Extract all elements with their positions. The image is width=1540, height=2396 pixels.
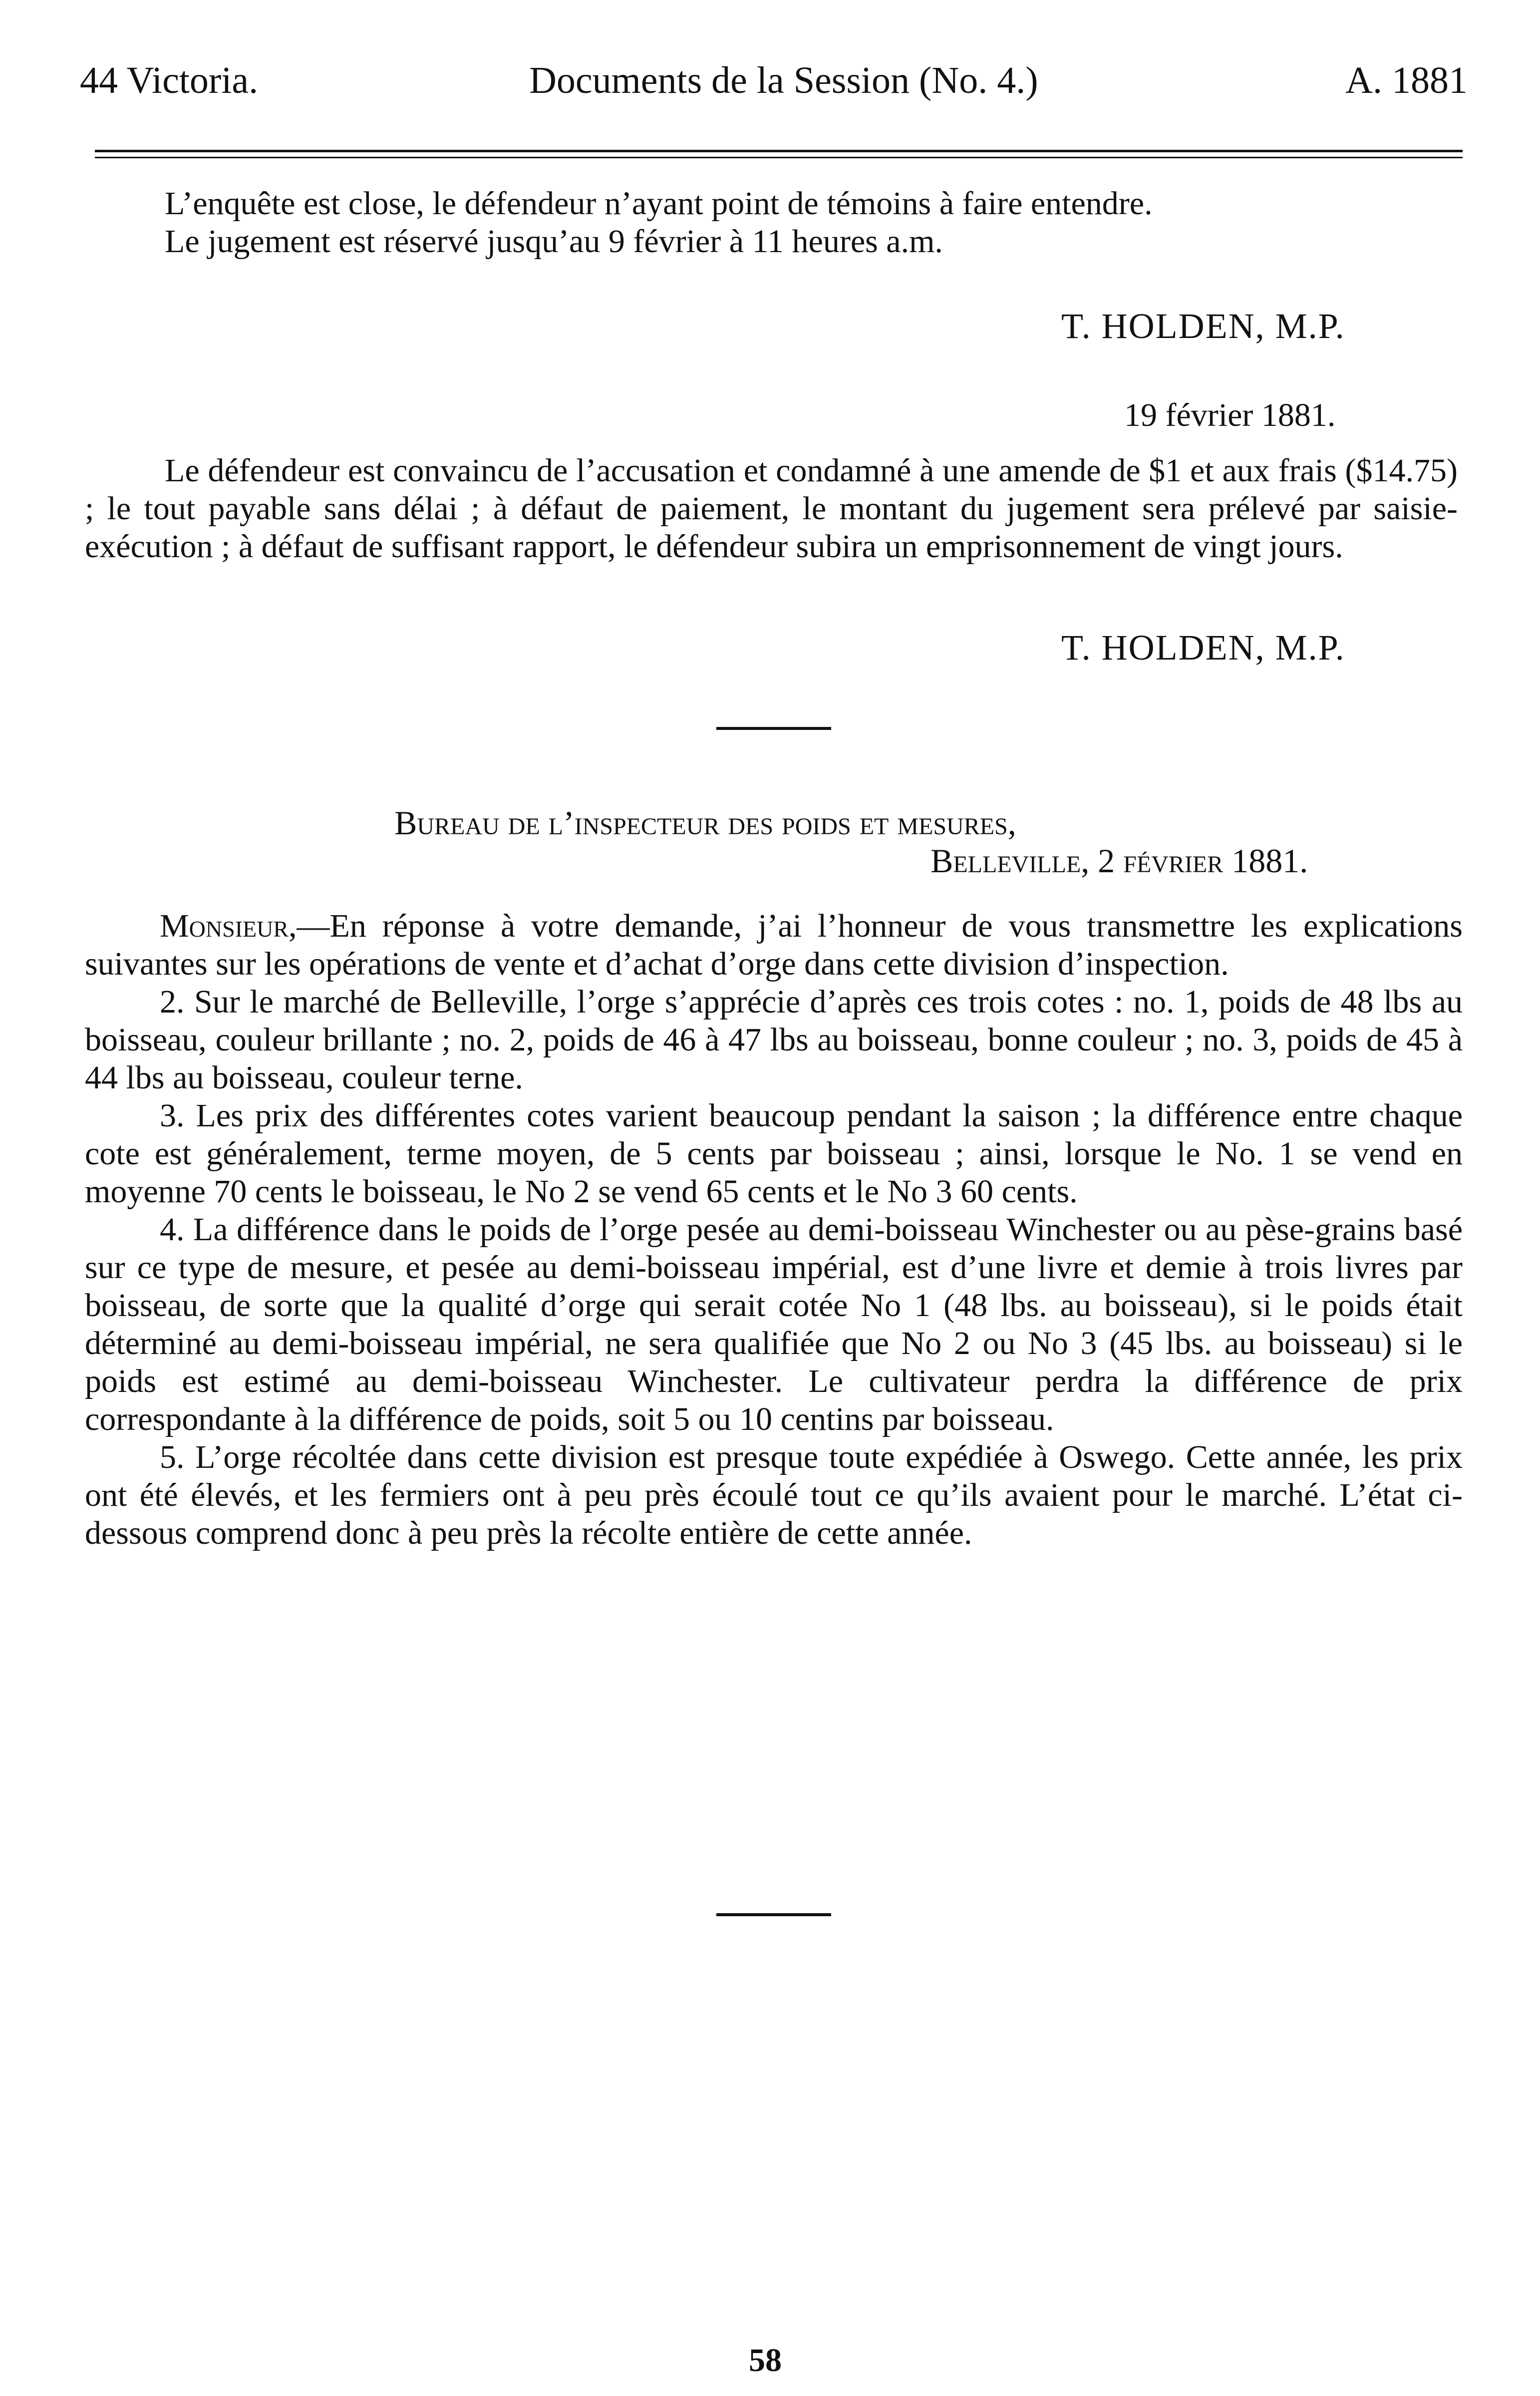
letter-paragraph-1: [85, 907, 1463, 983]
letter-place-date: Belleville, 2 février 1881.: [930, 842, 1308, 880]
page-number: 58: [749, 2342, 782, 2379]
section-separator: [716, 727, 831, 730]
header-session-year: 44 Victoria.: [80, 59, 259, 101]
signature-2: T. HOLDEN, M.P.: [1061, 628, 1345, 668]
section-separator-2: [716, 1913, 831, 1916]
letter-paragraph-5: 5. L’orge récoltée dans cette division est presque toute expédiée à Oswego. Cette année, les prix ont été élevés, et les fermiers ont à peu près écoulé tout ce qu’ils avaient pour le marché. L’état ci-dessous comprend donc à peu près la récolte entière de cette année.: [85, 1439, 1463, 1551]
enquete-line-1: L’enquête est close, le défendeur n’ayant point de témoins à faire entendre.: [165, 185, 1153, 222]
judgment-paragraph: Le défendeur est convaincu de l’accusation et condamné à une amende de $1 et aux frais ($14.75) ; le tout payable sans délai ; à défaut de paiement, le montant du jugement sera prélevé par saisie-exécution ; à défaut de suffisant rapport, le défendeur subira un emprisonnement de vingt jours.: [85, 452, 1458, 565]
letter-salutation: Monsieur,: [160, 908, 297, 944]
letter-paragraph-2: 2. Sur le marché de Belleville, l’orge s’apprécie d’après ces trois cotes : no. 1, poids de 48 lbs au boisseau, couleur brillante ; no. 2, poids de 46 à 47 lbs au boisseau, bonne couleur ; no. 3, poids de 45 à 44 lbs au boisseau, couleur terne.: [85, 984, 1463, 1096]
letter-body: [85, 907, 1463, 1552]
running-header: [80, 59, 1468, 114]
letter-paragraph-3: 3. Les prix des différentes cotes varient beaucoup pendant la saison ; la différence entre chaque cote est généralement, terme moyen, de 5 cents par boisseau ; ainsi, lorsque le No. 1 se vend en moyenne 70 cents le boisseau, le No 2 se vend 65 cents et le No 3 60 cents.: [85, 1097, 1463, 1210]
header-rule-thin: [95, 157, 1463, 158]
enquete-line-2: Le jugement est réservé jusqu’au 9 février à 11 heures a.m.: [165, 223, 943, 260]
header-document-year: A. 1881: [1345, 59, 1468, 101]
judgment-date: 19 février 1881.: [1124, 397, 1336, 433]
letter-paragraph-1-text: —En réponse à votre demande, j’ai l’honneur de vous transmettre les explications suivantes sur les opérations de vente et d’achat d’orge dans cette division d’inspection.: [85, 908, 1463, 982]
header-rule-thick: [95, 150, 1463, 152]
signature-1: T. HOLDEN, M.P.: [1061, 306, 1345, 346]
letter-office: Bureau de l’inspecteur des poids et mesures,: [394, 804, 1016, 842]
letter-paragraph-4: 4. La différence dans le poids de l’orge pesée au demi-boisseau Winchester ou au pèse-grains basé sur ce type de mesure, et pesée au demi-boisseau impérial, est d’une livre et demie à trois livres par boisseau, de sorte que la qualité d’orge qui serait cotée No 1 (48 lbs. au boisseau), si le poids était déterminé au demi-boisseau impérial, ne sera qualifiée que No 2 ou No 3 (45 lbs. au boisseau) si le poids est estimé au demi-boisseau Winchester. Le cultivateur perdra la différence de prix correspondante à la différence de poids, soit 5 ou 10 centins par boisseau.: [85, 1211, 1463, 1437]
header-title: Documents de la Session (No. 4.): [529, 59, 1038, 101]
